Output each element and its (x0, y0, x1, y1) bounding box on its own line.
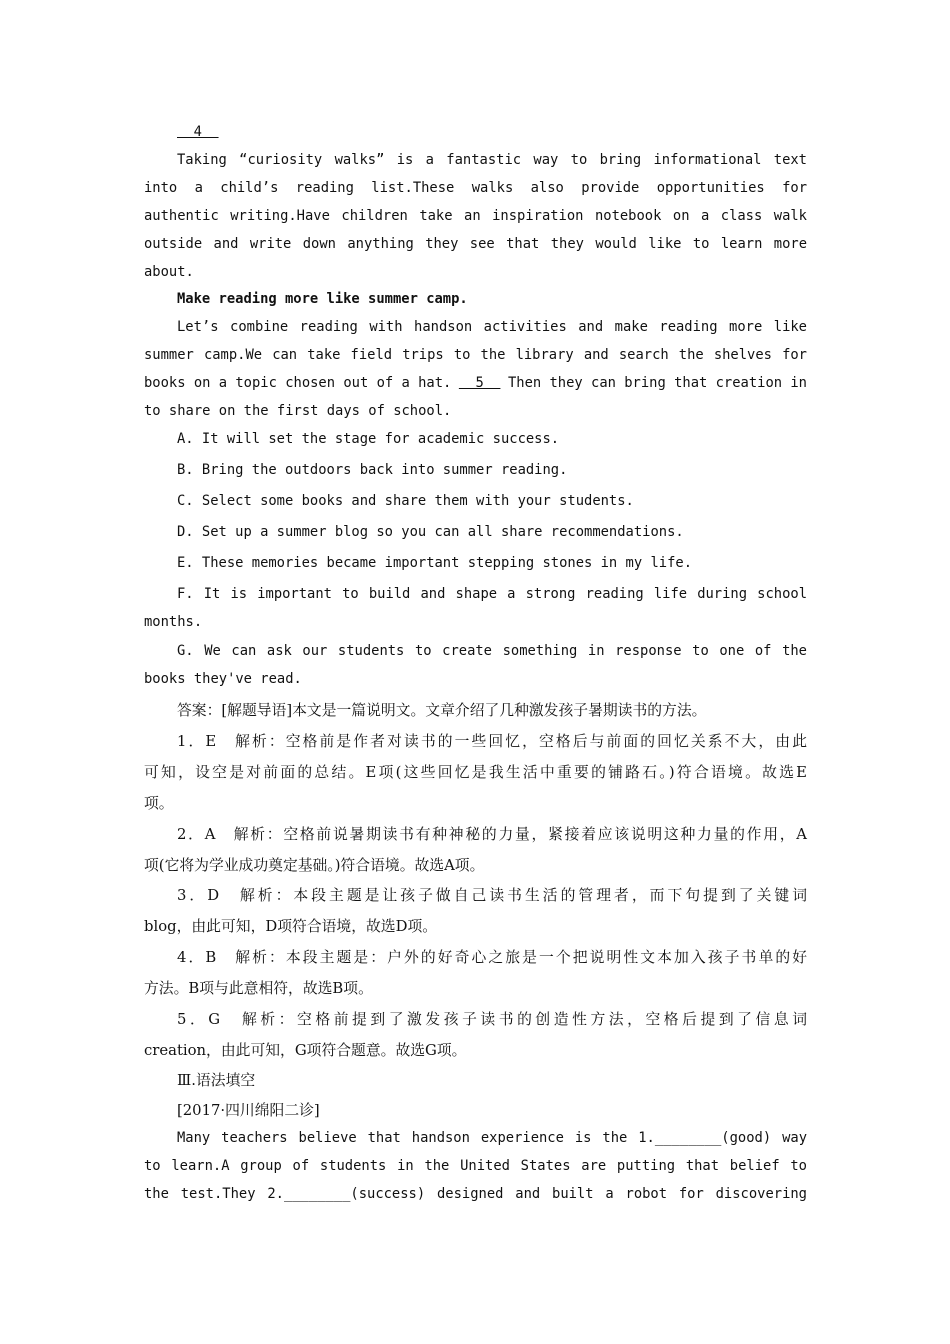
section-heading: Make reading more like summer camp. (177, 291, 468, 307)
para5-line-3-post: Then they can bring that creation in (507, 375, 807, 391)
option-g-line-2: books they've read. (144, 671, 302, 687)
blank-5: 5 (458, 375, 501, 391)
para4-line-4: outside and write down anything they see that they would like to learn more (144, 236, 807, 252)
option-b: B. Bring the outdoors back into summer reading. (177, 462, 568, 478)
answer-1-line-3: 项。 (144, 795, 174, 812)
section-3-title: Ⅲ.语法填空 (177, 1072, 256, 1089)
grammar-line-3: the test.They 2.________(success) designed and built a robot for discovering (144, 1186, 807, 1202)
answer-4-line-2: 方法。B项与此意相符，故选B项。 (144, 980, 373, 997)
para4-line-2: into a child’s reading list.These walks also provide opportunities for (144, 180, 807, 196)
option-c: C. Select some books and share them with your students. (177, 493, 634, 509)
para5-line-2: summer camp.We can take field trips to the library and search the shelves for (144, 347, 807, 363)
option-d: D. Set up a summer blog so you can all share recommendations. (177, 524, 684, 540)
answer-2-line-1: 2．A 解析：空格前说暑期读书有种神秘的力量，紧接着应该说明这种力量的作用，A (177, 826, 807, 843)
section-3-source: [2017·四川绵阳二诊] (177, 1102, 320, 1119)
answer-1-line-2: 可知，设空是对前面的总结。E项(这些回忆是我生活中重要的铺路石。)符合语境。故选E (144, 764, 807, 781)
answer-4-line-1: 4．B 解析：本段主题是：户外的好奇心之旅是一个把说明性文本加入孩子书单的好 (177, 949, 807, 966)
para5-line-3-pre: books on a topic chosen out of a hat. (144, 375, 452, 391)
answer-5-line-1: 5．G 解析：空格前提到了激发孩子读书的创造性方法，空格后提到了信息词 (177, 1011, 807, 1028)
answer-2-line-2: 项(它将为学业成功奠定基础。)符合语境。故选A项。 (144, 857, 485, 874)
para4-line-5: about. (144, 264, 194, 280)
option-a: A. It will set the stage for academic success. (177, 431, 560, 447)
answer-3-line-2: blog，由此可知，D项符合语境，故选D项。 (144, 918, 438, 935)
option-e: E. These memories became important stepping stones in my life. (177, 555, 692, 571)
para5-line-4: to share on the first days of school. (144, 403, 452, 419)
para5-line-1: Let’s combine reading with handson activities and make reading more like (177, 319, 807, 335)
answer-5-line-2: creation，由此可知，G项符合题意。故选G项。 (144, 1042, 467, 1059)
option-f-line-1: F. It is important to build and shape a strong reading life during school (177, 586, 807, 602)
grammar-line-2: to learn.A group of students in the United States are putting that belief to (144, 1158, 807, 1174)
blank-4: 4 (177, 124, 219, 140)
para4-line-1: Taking “curiosity walks” is a fantastic way to bring informational text (177, 152, 807, 168)
grammar-line-1: Many teachers believe that handson experience is the 1.________(good) way (177, 1130, 807, 1146)
answer-1-line-1: 1．E 解析：空格前是作者对读书的一些回忆，空格后与前面的回忆关系不大，由此 (177, 733, 807, 750)
para5-line-3 (144, 375, 807, 391)
answer-intro: 答案：[解题导语]本文是一篇说明文。文章介绍了几种激发孩子暑期读书的方法。 (177, 702, 707, 719)
para4-line-3: authentic writing.Have children take an inspiration notebook on a class walk (144, 208, 807, 224)
option-g-line-1: G. We can ask our students to create something in response to one of the (177, 643, 807, 659)
answer-3-line-1: 3．D 解析：本段主题是让孩子做自己读书生活的管理者，而下句提到了关键词 (177, 887, 807, 904)
option-f-line-2: months. (144, 614, 203, 630)
